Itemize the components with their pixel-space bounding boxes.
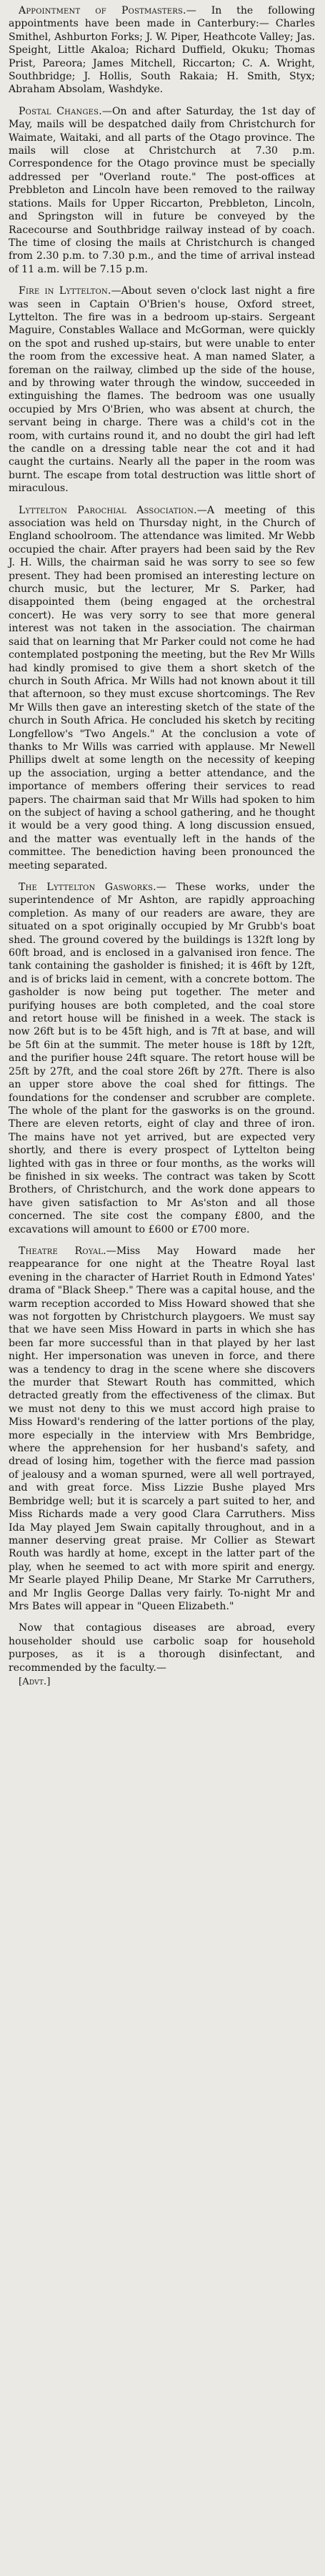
article-gasworks — [9, 881, 315, 1236]
article-paragraph — [9, 105, 315, 276]
article-headline: Fire in Lyttelton. — [19, 285, 111, 297]
article-body: Now that contagious diseases are abroad, every householder should use carbolic soap for household purposes, as it is a thorough disinfectant, and recommended by the faculty.— — [9, 1622, 315, 1674]
article-paragraph — [9, 285, 315, 495]
article-parochial-association — [9, 504, 315, 872]
article-body: —A meeting of this association was held on Thursday night, in the Church of England schoolroom. The attendance was limited. Mr Webb occupied the chair. After prayers had been said by the Rev J. H. Wills, the chairman said he was sorry to see so few present. They had been promised an interesting lecture on church music, but the lecturer, Mr S. Parker, had disappointed them (being engaged at the orchestral concert). He was very sorry to see that more general interest was not taken in the association. The chairman said that on learning that Mr Parker could not come he had contemplated postponing the meeting, but the Rev Mr Wills had kindly promised to give them a short sketch of the church in South Africa. Mr Wills had not known about it till that afternoon, so they must excuse shortcomings. The Rev Mr Wills then gave an interesting sketch of the state of the church in South Africa. He concluded his sketch by reciting Longfellow's "Two Angels." At the conclusion a vote of thanks to Mr Wills was carried with applause. Mr Newell Phillips dwelt at some length on the necessity of keeping up the association, urging a better attendance, and the importance of members offering their services to read papers. The chairman said that Mr Wills had spoken to him on the subject of having a school gathering, and he thought it would be a very good thing. A long discussion ensued, and the matter was eventually left in the hands of the committee. The benediction having been pronounced the meeting separated. — [9, 504, 316, 872]
article-paragraph — [9, 1245, 315, 1613]
article-theatre-royal — [9, 1245, 315, 1613]
article-paragraph — [9, 881, 315, 1236]
article-paragraph — [9, 1622, 315, 1689]
article-body: —About seven o'clock last night a fire was seen in Captain O'Brien's house, Oxford street, Lyttelton. The fire was in a bedroom up-stairs. Sergeant Maguire, Constables Wallace and McGorman, were quickly on the spot and rushed up-stairs, but were unable to enter the room from the excessive heat. A man named Slater, a foreman on the railway, climbed up the side of the house, and by throwing water through the window, succeeded in extinguishing the flames. The bedroom was one usually occupied by Mrs O'Brien, who was absent at church, the servant being in charge. There was a child's cot in the room, with curtains round it, and no doubt the girl had left the candle on a dressing table near the cot and it had caught the curtains. Nearly all the paper in the room was burnt. The escape from total destruction was little short of miraculous. — [9, 285, 315, 495]
article-paragraph — [9, 4, 315, 97]
article-headline: Lyttelton Parochial Association. — [19, 504, 197, 516]
article-body: —Miss May Howard made her reappearance for one night at the Theatre Royal last evening in the character of Harriet Routh in Edmond Yates' drama of "Black Sheep." There was a capital house, and the warm reception accorded to Miss Howard showed that she was not forgotten by Christchurch playgoers. We must say that we have seen Miss Howard in parts in which she has been far more successful than in that played by her last night. Her impersonation was uneven in force, and there was a tendency to drag in the scene where she discovers the murder that Stewart Routh has committed, which detracted greatly from the effectiveness of the climax. But we must not deny to this we must accord high praise to Miss Howard's rendering of the latter portions of the play, more especially in the interview with Mrs Bembridge, where the apprehension for her husband's safety, and dread of losing him, together with the fierce mad passion of jealousy and a woman spurned, were all well portrayed, and with great force. Miss Lizzie Bushe played Mrs Bembridge well; but it is scarcely a part suited to her, and Miss Richards made a very good Clara Carruthers. Miss Ida May played Jem Swain capitally throughout, and in a manner deserving great praise. Mr Collier as Stewart Routh was hardly at home, except in the latter part of the play, when he seemed to act with more spirit and energy. Mr Searle played Philip Deane, Mr Starke Mr Carruthers, and Mr Inglis George Dallas very fairly. To-night Mr and Mrs Bates will appear in "Queen Elizabeth." — [9, 1245, 315, 1612]
article-paragraph — [9, 504, 315, 872]
article-fire-lyttelton — [9, 285, 315, 495]
article-body: — These works, under the superintendence of Mr Ashton, are rapidly approaching completion. As many of our readers are aware, they are situated on a spot originally occupied by Mr Grubb's boat shed. The ground covered by the buildings is 132ft long by 60ft broad, and is enclosed in a galvanised iron fence. The tank containing the gasholder is finished; it is 46ft by 12ft, and is of bricks laid in cement, with a concrete bottom. The gasholder is now being put together. The meter and purifying houses are both completed, and the coal store and retort house will be finished in a week. The stack is now 26ft but is to be 45ft high, and is 7ft at base, and will be 5ft 6in at the summit. The meter house is 18ft by 12ft, and the purifier house 24ft square. The retort house will be 25ft by 27ft, and the coal store 26ft by 27ft. There is also an upper store above the coal shed for fittings. The foundations for the condenser and scrubber are complete. The whole of the plant for the gasworks is on the ground. There are eleven retorts, eight of clay and three of iron. The mains have not yet arrived, but are expected very shortly, and there is every prospect of Lyttelton being lighted with gas in three or four months, as the works will be finished in six weeks. The contract was taken by Scott Brothers, of Christchurch, and the work done appears to have given satisfaction to Mr As'ston and all those concerned. The site cost the company £800, and the excavations will amount to £600 or £700 more. — [9, 882, 315, 1235]
advertisement-tag: [Advt.] — [19, 1676, 51, 1687]
article-postmasters — [9, 4, 315, 97]
article-postal-changes — [9, 105, 315, 276]
article-headline: Appointment of Postmasters. — [19, 5, 186, 16]
article-headline: The Lyttelton Gasworks. — [19, 882, 156, 893]
article-headline: Postal Changes. — [19, 105, 102, 117]
article-advertisement — [9, 1622, 315, 1689]
article-headline: Theatre Royal. — [19, 1245, 106, 1257]
article-body: — In the following appointments have been made in Canterbury:— Charles Smithel, Ashburton Forks; J. W. Piper, Heathcote Valley; Jas. Speight, Little Akaloa; Richard Duffield, Okuku; Thomas Prist, Pareora; James Mitchell, Riccarton; C. A. Wright, Southbridge; J. Hollis, South Rakaia; H. Smith, Styx; Abraham Absolam, Washdyke. — [9, 5, 315, 96]
article-body: —On and after Saturday, the 1st day of May, mails will be despatched daily from Christchurch for Waimate, Waitaki, and all parts of the Otago province. The mails will close at Christchurch at 7.30 p.m. Correspondence for the Otago province must be specially addressed per "Overland route." The post-offices at Prebbleton and Lincoln have been removed to the railway stations. Mails for Upper Riccarton, Prebbleton, Lincoln, and Springston will in future be conveyed by the Racecourse and Southbridge railway instead of by coach. The time of closing the mails at Christchurch is changed from 2.30 p.m. to 7.30 p.m., and the time of arrival instead of 11 a.m. will be 7.15 p.m. — [9, 105, 316, 275]
